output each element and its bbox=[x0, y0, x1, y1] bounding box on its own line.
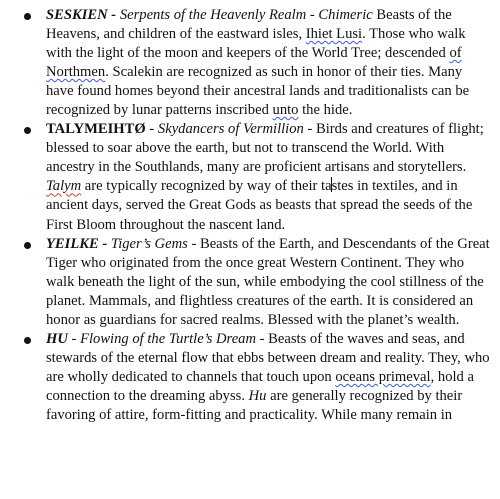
entry-list bbox=[8, 6, 492, 425]
entry-talymeihto bbox=[8, 120, 492, 234]
entry-text: , hold a connection to the dreaming abyss. bbox=[46, 368, 474, 404]
entry-text: - Beasts of the waves and seas, and stewards of the eternal flow that ebbs between dream and reality. They, who are wholly dedicated to channels that touch upon bbox=[46, 330, 490, 385]
entry-text: are generally recognized by their favoring of attire, form-fitting and practicality. While many remain in bbox=[46, 387, 463, 423]
entry-name: HU bbox=[46, 330, 68, 347]
grammar-flagged-word: of bbox=[449, 45, 462, 62]
bullet bbox=[24, 127, 31, 134]
entry-name: YEILKE bbox=[46, 235, 99, 252]
bullet bbox=[24, 242, 31, 249]
entry-text: - Birds and creatures of flight; blessed to soar above the earth, but not to transcend the World. With ancestry in the Southlands, many are proficient artisans and storytellers. bbox=[46, 121, 484, 176]
entry-text: stes in textiles, and in ancient days, served the Great Gods as beasts that spread the seeds of the First Bloom throughout the nascent land. bbox=[46, 178, 473, 233]
entry-epithet: Flowing of the Turtle’s Dream bbox=[80, 330, 257, 347]
entry-text: are typically recognized by way of their ta bbox=[81, 178, 332, 195]
spelling-flagged-word: Talym bbox=[46, 178, 82, 195]
entry-separator: - bbox=[107, 7, 120, 23]
race-name: Hu bbox=[248, 387, 267, 404]
entry-name: TALYMEIHTØ bbox=[46, 121, 146, 138]
entry-hu bbox=[8, 330, 492, 425]
entry-separator: - bbox=[67, 330, 81, 347]
entry-text: . Those who walk with the light of the moon and keepers of the World Tree; descended bbox=[46, 26, 466, 62]
entry-separator: - bbox=[145, 121, 158, 138]
grammar-flagged-word: oceans primeval bbox=[335, 368, 431, 385]
grammar-flagged-word: Northmen bbox=[46, 64, 106, 81]
entry-text: the hide. bbox=[298, 102, 353, 119]
entry-epithet: Skydancers of Vermillion bbox=[157, 121, 304, 138]
entry-separator: - bbox=[306, 7, 319, 23]
bullet bbox=[24, 337, 31, 344]
bullet bbox=[24, 13, 31, 20]
place-name: Ihiet Lusi bbox=[305, 26, 363, 43]
entry-text: - Beasts of the Earth, and Descendants of the Great Tiger who originated from the once great Western Continent. They who walk beneath the light of the sun, while embodying the cool stillness of the planet. Mammals, and flightless creatures of the earth. It is considered an honor as guardians for sacred realms. Blessed with the planet’s wealth. bbox=[46, 235, 490, 328]
entry-separator: - bbox=[98, 235, 111, 252]
grammar-flagged-word: unto bbox=[272, 102, 299, 119]
entry-text: Beasts of the Heavens, and children of the eastward isles, bbox=[46, 7, 452, 43]
entry-text: . Scalekin are recognized as such in honor of their ties. Many have found homes beyond their ancestral lands and traditionalists can be recognized by lunar patterns inscribed bbox=[46, 64, 470, 119]
entry-yeilke bbox=[8, 235, 492, 330]
entry-name: SESKIEN bbox=[46, 7, 108, 23]
entry-epithet: Serpents of the Heavenly Realm bbox=[119, 7, 307, 23]
entry-race: Chimeric bbox=[318, 7, 373, 23]
entry-seskien bbox=[8, 6, 492, 120]
entry-epithet: Tiger’s Gems bbox=[110, 235, 188, 252]
